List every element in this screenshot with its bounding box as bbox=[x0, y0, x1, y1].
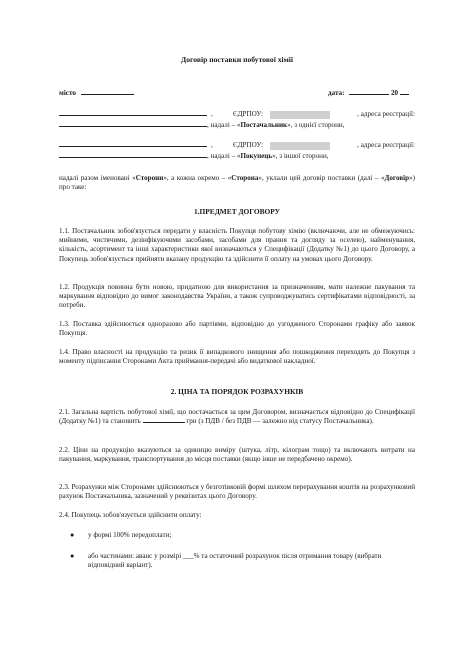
city-label: місто bbox=[59, 89, 76, 97]
supplier-edrpou-field[interactable] bbox=[270, 111, 330, 119]
buyer-address-label: , адреса реєстрації: bbox=[357, 141, 415, 149]
supplier-line-1: , ЄДРПОУ: , адреса реєстрації: bbox=[59, 110, 415, 119]
price-field[interactable] bbox=[143, 422, 185, 423]
clause-2-1: 2.1. Загальна вартість побутової хімії, що постачається за цим Договором, визначається відповідно до Специфікації (Додатку №1) та становить грн (з ПДВ / без ПДВ — залежно від статусу Постачальника). bbox=[59, 408, 415, 426]
document-title: Договір поставки побутової хімії bbox=[181, 55, 293, 64]
clause-1-1: 1.1. Постачальник зобов'язується передати у власність Покупця побутову хімію (включаючи, але не обмежуючись: мийними, чистячими, дезінфікуючими засобами, засобами для прання та догляду за оселею), найменування, кількість, асортимент та інші характеристики якої визначаються у Специфікації (Додатку №1) до цього Договору, а Покупець зобов'язується прийняти вказану продукцію та здійснити її оплату на умовах цього Договору. bbox=[59, 227, 415, 263]
clause-2-4: 2.4. Покупець зобов'язується здійснити оплату: bbox=[59, 511, 202, 519]
supplier-edrpou-label: ЄДРПОУ: bbox=[233, 110, 264, 118]
document-page: Договір поставки побутової хімії місто дата: 20 , ЄДРПОУ: , адреса реєстрації: , надалі – «Постачальник», з однієї сторони, , ЄДРПОУ: , адреса реєстрації: , надалі – «Покупець», з іншої сторони, надалі разом іменовані «Сторони», а кожна окремо – «Сторона», уклали цей договір поставки (далі – «Договір») про таке: 1.ПРЕДМЕТ ДОГОВОРУ 1.1. Постачальник зобов'язується передати у власність Покупця побутову хімію (включаючи, але не обмежуючись: мийними, чистячими, дезінфікуючими засобами, засобами для прання та догляду за оселею), найменування, кількість, асортимент та інші характеристики якої визначаються у Специфікації (Додатку №1) до цього Договору, а Покупець зобов'язується прийняти вказану продукцію та здійснити її оплату на умовах цього Договору. 1.2. Продукція повинна бути новою, придатною для використання за призначенням, мати належне пакування та маркування відповідно до вимог законодавства України, а також супроводжуватись сертифікатами відповідності, за потреби. 1.3. Поставка здійснюється одноразово або партіями, відповідно до узгодженого Сторонами графіку або заявок Покупця. 1.4. Право власності на продукцію та ризик її випадкового знищення або пошкодження переходять до Покупця з моменту підписання Сторонами Акта приймання-передачі або видаткової накладної. 2. ЦІНА ТА ПОРЯДОК РОЗРАХУНКІВ 2.1. Загальна вартість побутової хімії, що постачається за цим Договором, визначається відповідно до Специфікації (Додатку №1) та становить грн (з ПДВ / без ПДВ — залежно від статусу Постачальника). 2.2. Ціни на продукцію вказуються за одиницю виміру (штука, літр, кілограм тощо) та включають витрати на пакування, маркування, транспортування до місця поставки (якщо інше не передбачено окремо). 2.3. Розрахунки між Сторонами здійснюються у безготівковій формі шляхом перерахування коштів на розрахунковий рахунок Постачальника, зазначений у реквізитах цього Договору. 2.4. Покупець зобов'язується здійснити оплату: ● у формі 100% передоплати; ● або частинами: аванс у розмірі ___% та остаточний розрахунок після отримання товару (вибрати відповідний варіант). bbox=[0, 0, 474, 670]
clause-2-3: 2.3. Розрахунки між Сторонами здійснюються у безготівковій формі шляхом перерахування коштів на розрахунковий рахунок Постачальника, зазначений у реквізитах цього Договору. bbox=[59, 483, 415, 501]
clause-1-2: 1.2. Продукція повинна бути новою, придатною для використання за призначенням, мати належне пакування та маркування відповідно до вимог законодавства України, а також супроводжуватись сертифікатами відповідності, за потреби. bbox=[59, 283, 415, 310]
year-prefix: 20 bbox=[391, 89, 399, 97]
clause-1-4: 1.4. Право власності на продукцію та ризик її випадкового знищення або пошкодження переходять до Покупця з моменту підписання Сторонами Акта приймання-передачі або видаткової накладної. bbox=[59, 348, 415, 366]
supplier-role: Постачальник bbox=[240, 121, 288, 129]
supplier-line-2: , надалі – «Постачальник», з однієї сторони, bbox=[59, 121, 415, 130]
buyer-line-1: , ЄДРПОУ: , адреса реєстрації: bbox=[59, 141, 415, 150]
bullet-icon: ● bbox=[70, 552, 75, 560]
buyer-name-field[interactable] bbox=[59, 146, 207, 147]
city-field[interactable] bbox=[81, 94, 134, 95]
buyer-edrpou-field[interactable] bbox=[270, 142, 330, 150]
section-2-heading: 2. ЦІНА ТА ПОРЯДОК РОЗРАХУНКІВ bbox=[170, 387, 304, 396]
date-field[interactable] bbox=[349, 94, 389, 95]
supplier-name-field[interactable] bbox=[59, 115, 207, 116]
clause-2-2: 2.2. Ціни на продукцію вказуються за одиницю виміру (штука, літр, кілограм тощо) та включають витрати на пакування, маркування, транспортування до місця поставки (якщо інше не передбачено окремо). bbox=[59, 446, 415, 464]
clause-1-3: 1.3. Поставка здійснюється одноразово або партіями, відповідно до узгодженого Сторонами графіку або заявок Покупця. bbox=[59, 320, 415, 338]
bullet-icon: ● bbox=[70, 531, 75, 539]
section-1-heading: 1.ПРЕДМЕТ ДОГОВОРУ bbox=[193, 207, 281, 216]
year-field[interactable] bbox=[400, 94, 409, 95]
date-label: дата: bbox=[328, 89, 345, 97]
supplier-address-field[interactable] bbox=[59, 126, 207, 127]
buyer-edrpou-label: ЄДРПОУ: bbox=[233, 141, 264, 149]
city-date-line bbox=[59, 89, 415, 98]
supplier-address-label: , адреса реєстрації: bbox=[357, 110, 415, 118]
buyer-line-2: , надалі – «Покупець», з іншої сторони, bbox=[59, 152, 415, 161]
intro-paragraph: надалі разом іменовані «Сторони», а кожна окремо – «Сторона», уклали цей договір поставки (далі – «Договір») про таке: bbox=[59, 174, 416, 192]
buyer-address-field[interactable] bbox=[59, 157, 207, 158]
buyer-role: Покупець bbox=[240, 152, 273, 160]
